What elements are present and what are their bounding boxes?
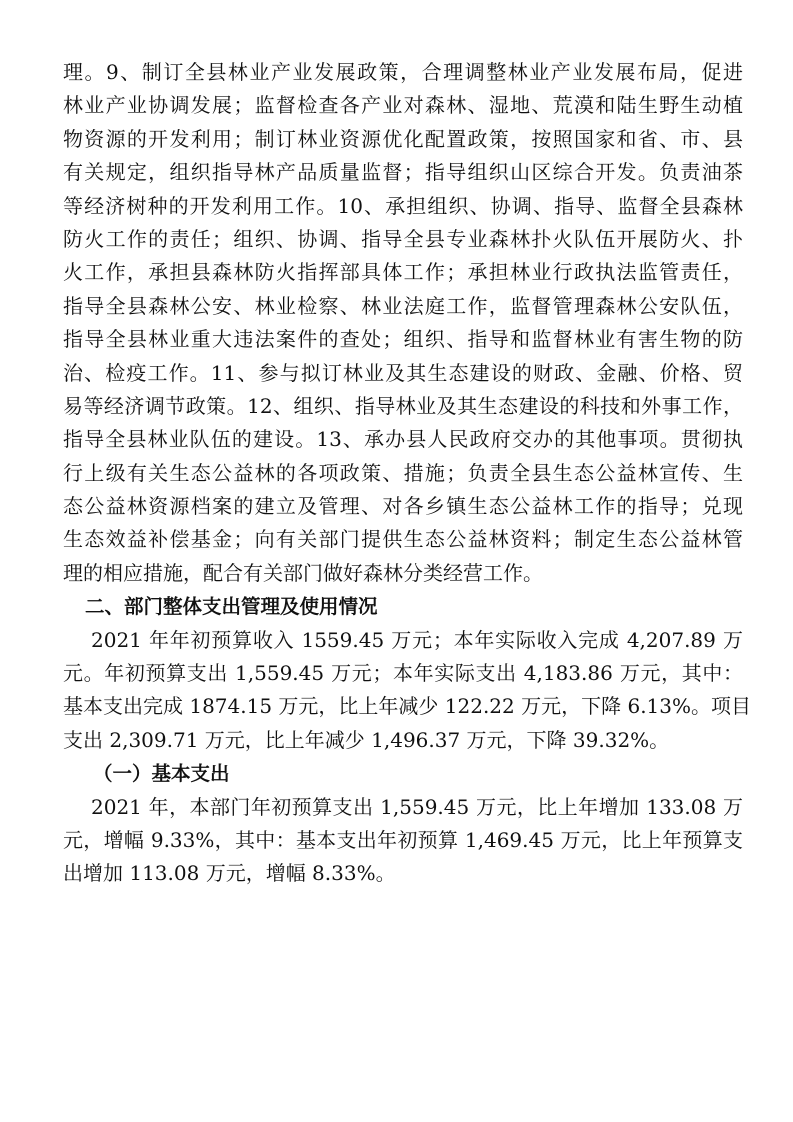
text-line: 有关规定，组织指导林产品质量监督；指导组织山区综合开发。负责油茶 [63, 160, 743, 185]
paragraph-basic-expenditure [63, 791, 743, 891]
text-line: 理。9、制订全县林业产业发展政策，合理调整林业产业发展布局，促进 [63, 60, 743, 84]
text-line: 防火工作的责任；组织、协调、指导全县专业森林扑火队伍开展防火、扑 [63, 226, 743, 251]
text-line: 等经济树种的开发利用工作。10、承担组织、协调、指导、监督全县森林 [63, 193, 743, 218]
text-line: 治、检疫工作。11、参与拟订林业及其生态建设的财政、金融、价格、贸 [63, 360, 743, 385]
text-line: 出增加 113.08 万元，增幅 8.33%。 [63, 861, 396, 886]
text-line: 指导全县林业重大违法案件的查处；组织、指导和监督林业有害生物的防 [63, 327, 743, 352]
text-line: 2021 年年初预算收入 1559.45 万元；本年实际收入完成 4,207.89 万 [91, 627, 743, 652]
paragraph-overall-expenditure [63, 624, 752, 758]
text-line: 2021 年，本部门年初预算支出 1,559.45 万元，比上年增加 133.08 万 [91, 794, 743, 819]
document-page [63, 56, 752, 891]
text-line: 指导全县森林公安、林业检察、林业法庭工作，监督管理森林公安队伍， [63, 293, 743, 318]
text-line: 态公益林资源档案的建立及管理、对各乡镇生态公益林工作的指导；兑现 [63, 494, 743, 519]
text-line: 指导全县林业队伍的建设。13、承办县人民政府交办的其他事项。贯彻执 [63, 427, 743, 452]
text-line: 理的相应措施，配合有关部门做好森林分类经营工作。 [63, 560, 543, 585]
text-line: 火工作，承担县森林防火指挥部具体工作；承担林业行政执法监管责任， [63, 260, 743, 285]
text-line: 支出 2,309.71 万元，比上年减少 1,496.37 万元，下降 39.32%。 [63, 727, 670, 752]
text-line: 行上级有关生态公益林的各项政策、措施；负责全县生态公益林宣传、生 [63, 460, 743, 485]
text-line: 基本支出完成 1874.15 万元，比上年减少 122.22 万元，下降 6.13%。项目 [63, 694, 752, 719]
text-line: 生态效益补偿基金；向有关部门提供生态公益林资料；制定生态公益林管 [63, 527, 743, 552]
text-line: 易等经济调节政策。12、组织、指导林业及其生态建设的科技和外事工作， [63, 393, 743, 418]
subsection-heading: （一）基本支出 [93, 762, 230, 786]
section-heading: 二、部门整体支出管理及使用情况 [85, 595, 378, 619]
text-line: 物资源的开发利用；制订林业资源优化配置政策，按照国家和省、市、县 [63, 126, 743, 151]
text-line: 元。年初预算支出 1,559.45 万元；本年实际支出 4,183.86 万元，其中： [63, 661, 743, 686]
text-line: 林业产业协调发展；监督检查各产业对森林、湿地、荒漠和陆生野生动植 [63, 93, 743, 118]
paragraph-responsibilities [63, 56, 743, 590]
text-line: 元，增幅 9.33%，其中：基本支出年初预算 1,469.45 万元，比上年预算支 [63, 827, 743, 852]
